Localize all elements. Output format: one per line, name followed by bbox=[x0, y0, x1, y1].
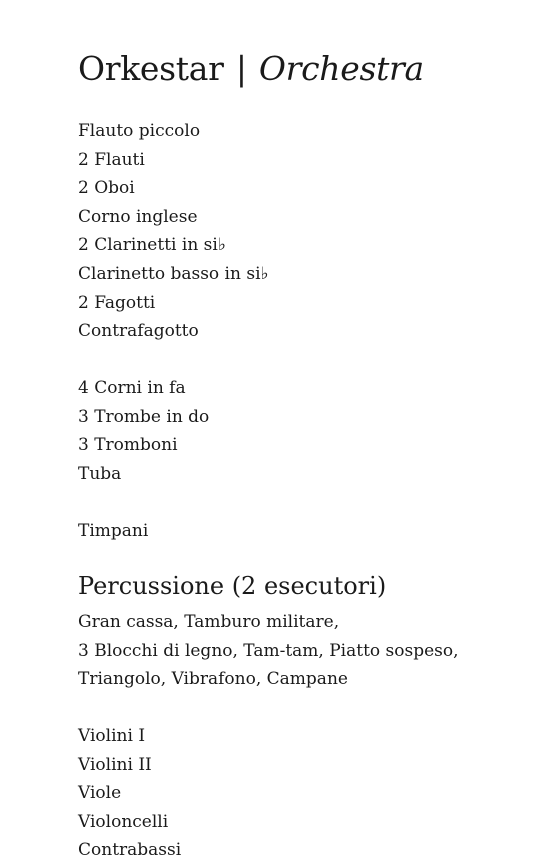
list-item: Violoncelli bbox=[78, 811, 169, 832]
percussion-list bbox=[78, 608, 459, 694]
strings-list bbox=[78, 722, 181, 865]
list-item: Clarinetto basso in si♭ bbox=[78, 263, 269, 284]
list-item: Timpani bbox=[78, 521, 149, 541]
list-item: 3 Blocchi di legno, Tam-tam, Piatto sospeso, bbox=[78, 640, 459, 661]
list-item: 4 Corni in fa bbox=[78, 378, 186, 398]
list-item: Flauto piccolo bbox=[78, 121, 201, 141]
list-item: Tuba bbox=[78, 463, 122, 484]
list-item: Violini I bbox=[78, 726, 146, 746]
list-item: 3 Trombe in do bbox=[78, 406, 210, 427]
title-separator: | bbox=[235, 49, 247, 88]
title-italic: Orchestra bbox=[258, 49, 424, 88]
list-item: Triangolo, Vibrafono, Campane bbox=[78, 669, 348, 690]
page-title bbox=[78, 48, 424, 90]
list-item: Contrafagotto bbox=[78, 321, 199, 342]
list-item: Viole bbox=[78, 783, 122, 804]
timpani-list bbox=[78, 517, 148, 546]
list-item: 2 Flauti bbox=[78, 149, 145, 170]
list-item: Violini II bbox=[78, 754, 152, 775]
list-item: Gran cassa, Tamburo militare, bbox=[78, 612, 340, 632]
list-item: 2 Fagotti bbox=[78, 292, 156, 313]
list-item: 2 Oboi bbox=[78, 178, 135, 199]
title-main: Orkestar bbox=[78, 49, 224, 88]
list-item: Corno inglese bbox=[78, 206, 198, 227]
percussion-heading: Percussione (2 esecutori) bbox=[78, 572, 387, 600]
list-item: 2 Clarinetti in si♭ bbox=[78, 235, 226, 256]
brass-list bbox=[78, 374, 209, 488]
list-item: 3 Tromboni bbox=[78, 435, 178, 456]
woodwinds-list bbox=[78, 117, 269, 346]
list-item: Contrabassi bbox=[78, 840, 182, 861]
